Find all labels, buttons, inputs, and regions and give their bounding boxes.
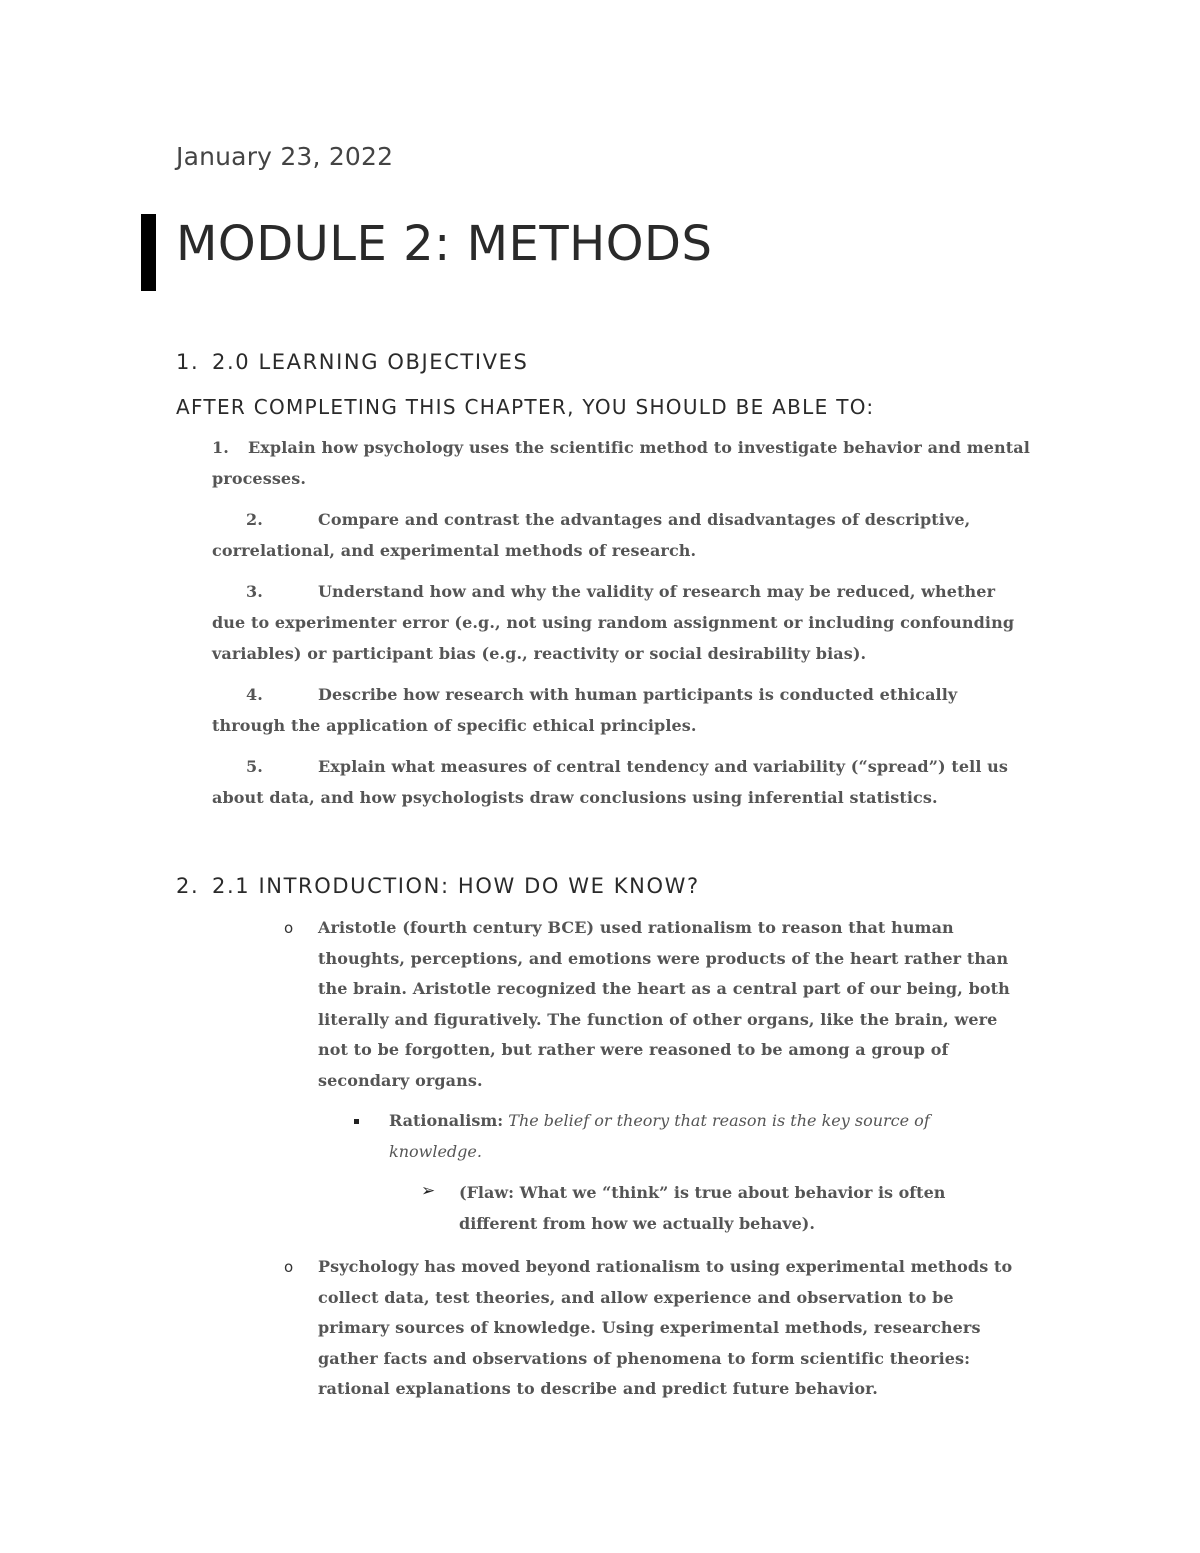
section-1-subheading: AFTER COMPLETING THIS CHAPTER, YOU SHOULD BE ABLE TO: bbox=[176, 395, 875, 419]
objective-text: Compare and contrast the advantages and disadvantages of descriptive, correlational, and experimental methods of research. bbox=[212, 510, 971, 560]
objective-item bbox=[212, 504, 1032, 566]
section-1-heading bbox=[176, 350, 528, 374]
objective-item bbox=[212, 751, 1032, 813]
rationalism-definition-text: The belief or theory that reason is the key source of knowledge. bbox=[389, 1111, 930, 1161]
document-date: January 23, 2022 bbox=[176, 142, 394, 171]
section-1-title: 2.0 LEARNING OBJECTIVES bbox=[212, 350, 529, 374]
arrow-bullet-icon: ➢ bbox=[421, 1181, 436, 1201]
objective-text: Explain what measures of central tendency and variability (“spread”) tell us about data, and how psychologists draw conclusions using inferential statistics. bbox=[212, 757, 1009, 807]
title-accent-bar bbox=[141, 214, 156, 291]
objective-text: Understand how and why the validity of research may be reduced, whether due to experimenter error (e.g., not using random assignment or including confounding variables) or participant bias (e.g., reactivity or social desirability bias). bbox=[212, 582, 1015, 663]
objective-number: 1. bbox=[212, 438, 229, 457]
objective-item bbox=[212, 679, 1032, 741]
square-bullet-icon bbox=[354, 1119, 359, 1124]
rationalism-term: Rationalism: bbox=[389, 1111, 504, 1130]
objective-number: 2. bbox=[246, 510, 263, 529]
objective-item bbox=[212, 432, 1032, 494]
rationalism-flaw: (Flaw: What we “think” is true about behavior is often different from how we actually behave). bbox=[459, 1183, 946, 1233]
experimental-methods-bullet: Psychology has moved beyond rationalism to using experimental methods to collect data, test theories, and allow experience and observation to be primary sources of knowledge. Using experimental methods, researchers gather facts and observations of phenomena to form scientific theories: rational explanations to describe and predict future behavior. bbox=[318, 1257, 1013, 1398]
objective-number: 5. bbox=[246, 757, 263, 776]
circle-bullet-icon: o bbox=[284, 919, 294, 937]
rationalism-definition bbox=[389, 1106, 1009, 1167]
section-2-heading bbox=[176, 874, 700, 898]
section-1-number: 1. bbox=[176, 350, 200, 374]
objective-item bbox=[212, 576, 1032, 669]
objective-number: 4. bbox=[246, 685, 263, 704]
circle-bullet-icon: o bbox=[284, 1258, 294, 1276]
page-title: MODULE 2: METHODS bbox=[176, 216, 713, 272]
section-2-title: 2.1 INTRODUCTION: HOW DO WE KNOW? bbox=[212, 874, 700, 898]
objective-number: 3. bbox=[246, 582, 263, 601]
section-2-number: 2. bbox=[176, 874, 200, 898]
objective-text: Explain how psychology uses the scientific method to investigate behavior and mental processes. bbox=[212, 438, 1030, 488]
objective-text: Describe how research with human participants is conducted ethically through the application of specific ethical principles. bbox=[212, 685, 958, 735]
aristotle-bullet: Aristotle (fourth century BCE) used rationalism to reason that human thoughts, perceptions, and emotions were products of the heart rather than the brain. Aristotle recognized the heart as a central part of our being, both literally and figuratively. The function of other organs, like the brain, were not to be forgotten, but rather were reasoned to be among a group of secondary organs. bbox=[318, 918, 1010, 1090]
